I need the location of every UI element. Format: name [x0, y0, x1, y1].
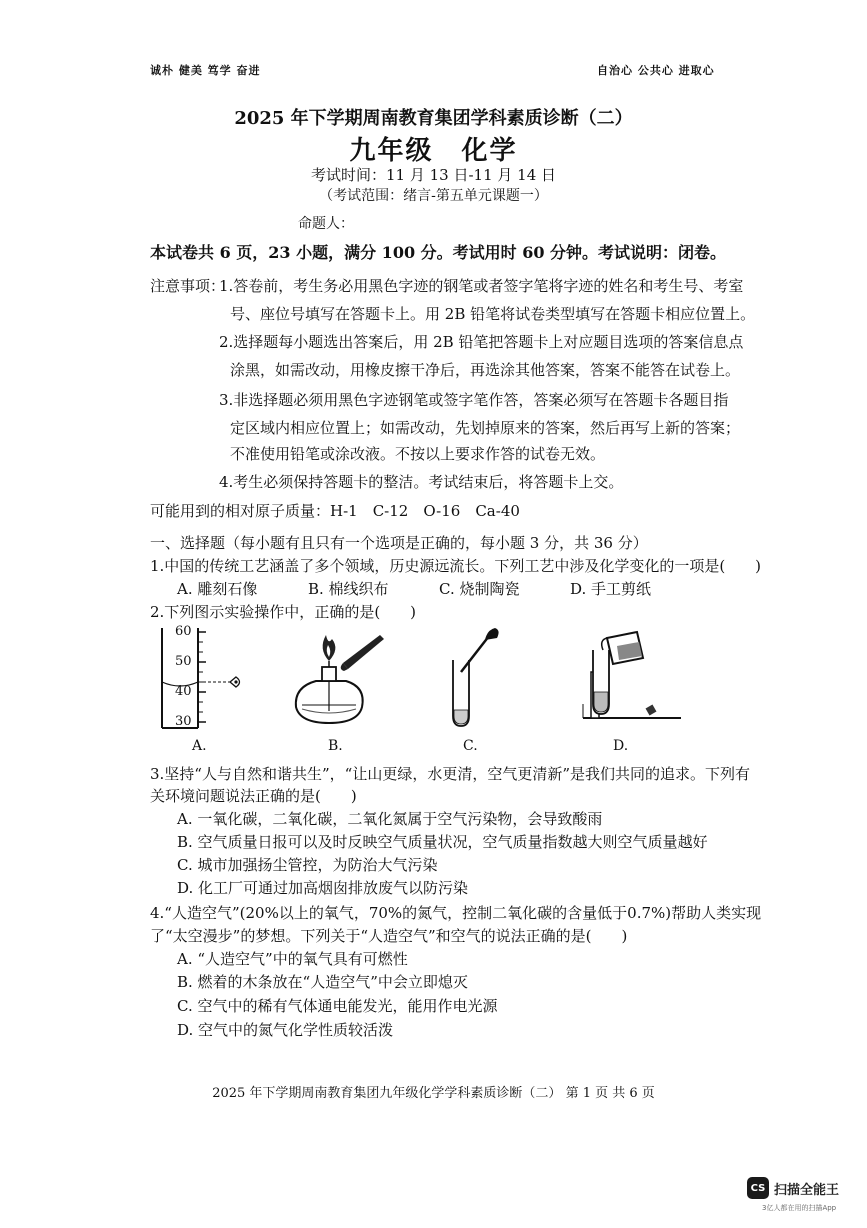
question-4-option-d: D. 空气中的氮气化学性质较活泼 [177, 1021, 394, 1039]
note-line: 号、座位号填写在答题卡上。用 2B 铅笔将试卷类型填写在答题卡相应位置上。 [230, 305, 756, 323]
figure-d-pouring-liquid [577, 624, 692, 724]
question-4-option-a: A. “人造空气”中的氧气具有可燃性 [177, 950, 408, 968]
scale-label: 30 [175, 714, 192, 729]
scanner-logo-icon: CS [747, 1177, 769, 1199]
scale-label: 50 [175, 654, 192, 669]
question-3-option-a: A. 一氧化碳，二氧化碳，二氧化氮属于空气污染物，会导致酸雨 [177, 810, 603, 828]
atomic-masses: 可能用到的相对原子质量：H-1 C-12 O-16 Ca-40 [150, 502, 520, 520]
question-1-stem: 1.中国的传统工艺涵盖了多个领域，历史源远流长。下列工艺中涉及化学变化的一项是( ) [150, 557, 762, 575]
note-line: 涂黑，如需改动，用橡皮擦干净后，再选涂其他答案，答案不能答在试卷上。 [230, 361, 741, 379]
scanner-tagline: 3亿人都在用的扫描App [762, 1204, 837, 1212]
question-4-stem: 4.“人造空气”(20%以上的氧气，70%的氮气，控制二氧化碳的含量低于0.7%)帮助人类实现 [150, 904, 762, 922]
figure-c-dropper [435, 624, 505, 734]
note-line: 4.考生必须保持答题卡的整洁。考试结束后，将答题卡上交。 [219, 473, 624, 491]
question-3-stem: 3.坚持“人与自然和谐共生”，“让山更绿，水更清，空气更清新”是我们共同的追求。下列有 [150, 765, 750, 783]
question-4-option-c: C. 空气中的稀有气体通电能发光，能用作电光源 [177, 997, 498, 1015]
exam-subject: 九年级 化学 [349, 136, 518, 166]
section-title: 一、选择题（每小题有且只有一个选项是正确的，每小题 3 分，共 36 分） [150, 534, 648, 552]
note-line: 定区域内相应位置上；如需改动，先划掉原来的答案，然后再写上新的答案； [230, 419, 741, 437]
note-line: 不准使用铅笔或涂改液。不按以上要求作答的试卷无效。 [230, 445, 606, 463]
question-1-option-b: B. 棉线织布 [308, 580, 389, 598]
figure-caption-d: D. [613, 738, 629, 754]
question-1-option-d: D. 手工剪纸 [570, 580, 652, 598]
figure-caption-b: B. [328, 738, 343, 754]
notes-label: 注意事项： [150, 277, 226, 295]
page-footer: 2025 年下学期周南教育集团九年级化学学科素质诊断（二） 第 1 页 共 6 页 [212, 1086, 655, 1101]
question-1-option-a: A. 雕刻石像 [177, 580, 258, 598]
note-line: 1.答卷前，考生务必用黑色字迹的钢笔或者签字笔将字迹的姓名和考生号、考室 [219, 277, 744, 295]
exam-title: 2025 年下学期周南教育集团学科素质诊断（二） [234, 108, 633, 129]
note-line: 3.非选择题必须用黑色字迹钢笔或签字笔作答，答案必须写在答题卡各题目指 [219, 391, 729, 409]
scanner-watermark [747, 1177, 839, 1199]
question-3-stem-cont: 关环境问题说法正确的是( ) [150, 787, 357, 805]
figure-b-alcohol-lamp [288, 625, 388, 733]
school-motto-right: 自治心 公共心 进取心 [597, 64, 715, 77]
question-4-stem-cont: 了“太空漫步”的梦想。下列关于“人造空气”和空气的说法正确的是( ) [150, 927, 628, 945]
question-3-option-b: B. 空气质量日报可以及时反映空气质量状况，空气质量指数越大则空气质量越好 [177, 833, 708, 851]
question-3-option-c: C. 城市加强扬尘管控，为防治大气污染 [177, 856, 438, 874]
scanner-app-name: 扫描全能王 [774, 1182, 840, 1198]
figure-caption-c: C. [463, 738, 478, 754]
author-label: 命题人： [298, 216, 354, 232]
question-3-option-d: D. 化工厂可通过加高烟囱排放废气以防污染 [177, 879, 469, 897]
exam-intro: 本试卷共 6 页，23 小题，满分 100 分。考试用时 60 分钟。考试说明：闭卷。 [150, 243, 727, 262]
figure-caption-a: A. [192, 738, 207, 754]
question-2-stem: 2.下列图示实验操作中，正确的是( ) [150, 603, 417, 621]
question-1-option-c: C. 烧制陶瓷 [439, 580, 520, 598]
scale-label: 40 [175, 684, 192, 699]
note-line: 2.选择题每小题选出答案后，用 2B 铅笔把答题卡上对应题目选项的答案信息点 [219, 333, 744, 351]
scale-label: 60 [175, 624, 192, 639]
exam-time: 考试时间：11 月 13 日-11 月 14 日 [310, 166, 557, 184]
question-4-option-b: B. 燃着的木条放在“人造空气”中会立即熄灭 [177, 973, 468, 991]
exam-scope: （考试范围：绪言-第五单元课题一） [319, 188, 548, 204]
figure-a-cylinder-reading [150, 620, 260, 735]
school-motto-left: 诚朴 健美 笃学 奋进 [150, 64, 261, 77]
